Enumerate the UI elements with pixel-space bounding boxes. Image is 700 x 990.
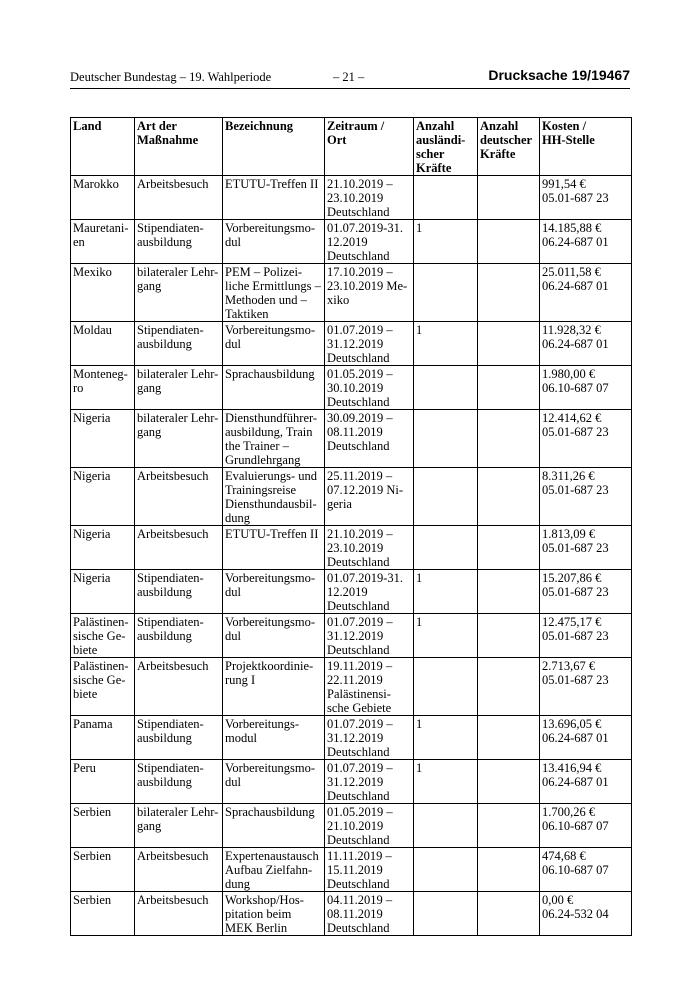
- cell-bezeichnung: Vorbereitungsmo- dul: [223, 220, 325, 264]
- cell-art: bilateraler Lehr- gang: [135, 366, 223, 410]
- cell-zeitraum: 01.07.2019 – 31.12.2019 Deutschland: [325, 716, 414, 760]
- cell-bezeichnung: Vorbereitungsmo- dul: [223, 614, 325, 658]
- cell-art: Stipendiaten- ausbildung: [135, 760, 223, 804]
- cell-zeitraum: 01.07.2019-31. 12.2019 Deutschland: [325, 220, 414, 264]
- cell-anzahl-auslaendisch: 1: [414, 570, 478, 614]
- cell-anzahl-deutsch: [478, 468, 540, 526]
- cell-art: Arbeitsbesuch: [135, 658, 223, 716]
- cell-art: bilateraler Lehr- gang: [135, 264, 223, 322]
- cell-anzahl-deutsch: [478, 892, 540, 936]
- cell-zeitraum: 01.07.2019-31. 12.2019 Deutschland: [325, 570, 414, 614]
- cell-anzahl-deutsch: [478, 264, 540, 322]
- column-header-anzahl-auslaendisch: Anzahl ausländi- scher Kräfte: [414, 118, 478, 176]
- cell-land: Serbien: [71, 848, 135, 892]
- column-header-kosten: Kosten / HH-Stelle: [540, 118, 632, 176]
- cell-zeitraum: 01.05.2019 – 21.10.2019 Deutschland: [325, 804, 414, 848]
- header-page-number: – 21 –: [333, 70, 365, 84]
- table-row: [71, 366, 632, 410]
- table-body: [71, 176, 632, 936]
- table-row: [71, 410, 632, 468]
- cell-art: Arbeitsbesuch: [135, 848, 223, 892]
- column-header-bezeichnung: Bezeichnung: [223, 118, 325, 176]
- cell-art: Arbeitsbesuch: [135, 468, 223, 526]
- cell-anzahl-auslaendisch: 1: [414, 760, 478, 804]
- cell-kosten: 1.700,26 € 06.10-687 07: [540, 804, 632, 848]
- cell-kosten: 15.207,86 € 05.01-687 23: [540, 570, 632, 614]
- cell-zeitraum: 01.07.2019 – 31.12.2019 Deutschland: [325, 322, 414, 366]
- cell-art: bilateraler Lehr- gang: [135, 410, 223, 468]
- cell-bezeichnung: Projektkoordinie- rung I: [223, 658, 325, 716]
- cell-zeitraum: 11.11.2019 – 15.11.2019 Deutschland: [325, 848, 414, 892]
- cell-anzahl-deutsch: [478, 322, 540, 366]
- table-row: [71, 220, 632, 264]
- header-drucksache-number: 19467: [591, 67, 630, 83]
- cell-bezeichnung: Vorbereitungsmo- dul: [223, 760, 325, 804]
- cell-kosten: 14.185,88 € 06.24-687 01: [540, 220, 632, 264]
- table-row: [71, 570, 632, 614]
- measures-table: [70, 117, 632, 936]
- cell-bezeichnung: Expertenaustausch Aufbau Zielfahn- dung: [223, 848, 325, 892]
- cell-anzahl-deutsch: [478, 716, 540, 760]
- cell-bezeichnung: Workshop/Hos- pitation beim MEK Berlin: [223, 892, 325, 936]
- table-row: [71, 322, 632, 366]
- cell-anzahl-deutsch: [478, 614, 540, 658]
- cell-anzahl-auslaendisch: [414, 892, 478, 936]
- cell-kosten: 0,00 € 06.24-532 04: [540, 892, 632, 936]
- cell-anzahl-auslaendisch: [414, 658, 478, 716]
- cell-anzahl-deutsch: [478, 760, 540, 804]
- cell-bezeichnung: Sprachausbildung: [223, 804, 325, 848]
- table-row: [71, 614, 632, 658]
- cell-bezeichnung: ETUTU-Treffen II: [223, 176, 325, 220]
- cell-kosten: 25.011,58 € 06.24-687 01: [540, 264, 632, 322]
- table-row: [71, 658, 632, 716]
- cell-anzahl-auslaendisch: 1: [414, 322, 478, 366]
- cell-kosten: 13.696,05 € 06.24-687 01: [540, 716, 632, 760]
- table-row: [71, 176, 632, 220]
- table-row: [71, 264, 632, 322]
- cell-art: Stipendiaten- ausbildung: [135, 220, 223, 264]
- table-row: [71, 804, 632, 848]
- cell-kosten: 13.416,94 € 06.24-687 01: [540, 760, 632, 804]
- page-header: [70, 67, 630, 89]
- cell-art: Arbeitsbesuch: [135, 526, 223, 570]
- cell-kosten: 1.980,00 € 06.10-687 07: [540, 366, 632, 410]
- cell-kosten: 2.713,67 € 05.01-687 23: [540, 658, 632, 716]
- cell-art: Stipendiaten- ausbildung: [135, 614, 223, 658]
- cell-anzahl-deutsch: [478, 220, 540, 264]
- cell-anzahl-auslaendisch: [414, 176, 478, 220]
- cell-anzahl-deutsch: [478, 176, 540, 220]
- cell-kosten: 12.414,62 € 05.01-687 23: [540, 410, 632, 468]
- cell-anzahl-auslaendisch: 1: [414, 716, 478, 760]
- cell-kosten: 474,68 € 06.10-687 07: [540, 848, 632, 892]
- cell-anzahl-auslaendisch: 1: [414, 220, 478, 264]
- header-drucksache: [488, 67, 630, 83]
- cell-zeitraum: 01.05.2019 – 30.10.2019 Deutschland: [325, 366, 414, 410]
- cell-zeitraum: 04.11.2019 – 08.11.2019 Deutschland: [325, 892, 414, 936]
- cell-art: Stipendiaten- ausbildung: [135, 716, 223, 760]
- cell-land: Palästinen- sische Ge- biete: [71, 658, 135, 716]
- cell-land: Nigeria: [71, 410, 135, 468]
- cell-land: Peru: [71, 760, 135, 804]
- cell-land: Nigeria: [71, 526, 135, 570]
- cell-zeitraum: 30.09.2019 – 08.11.2019 Deutschland: [325, 410, 414, 468]
- cell-kosten: 991,54 € 05.01-687 23: [540, 176, 632, 220]
- cell-land: Serbien: [71, 804, 135, 848]
- cell-bezeichnung: Diensthundführer- ausbildung, Train the Trainer – Grundlehrgang: [223, 410, 325, 468]
- cell-anzahl-deutsch: [478, 410, 540, 468]
- cell-anzahl-deutsch: [478, 658, 540, 716]
- table-row: [71, 468, 632, 526]
- cell-art: bilateraler Lehr- gang: [135, 804, 223, 848]
- cell-anzahl-auslaendisch: [414, 366, 478, 410]
- cell-land: Palästinen- sische Ge- biete: [71, 614, 135, 658]
- cell-zeitraum: 21.10.2019 – 23.10.2019 Deutschland: [325, 526, 414, 570]
- table-row: [71, 716, 632, 760]
- cell-bezeichnung: Vorbereitungs- modul: [223, 716, 325, 760]
- cell-land: Panama: [71, 716, 135, 760]
- table-row: [71, 848, 632, 892]
- column-header-zeitraum: Zeitraum / Ort: [325, 118, 414, 176]
- cell-land: Moldau: [71, 322, 135, 366]
- table-row: [71, 526, 632, 570]
- cell-art: Stipendiaten- ausbildung: [135, 570, 223, 614]
- cell-zeitraum: 01.07.2019 – 31.12.2019 Deutschland: [325, 614, 414, 658]
- column-header-anzahl-deutsch: Anzahl deutscher Kräfte: [478, 118, 540, 176]
- cell-anzahl-auslaendisch: [414, 804, 478, 848]
- cell-bezeichnung: PEM – Polizei- liche Ermittlungs – Methoden und – Taktiken: [223, 264, 325, 322]
- cell-anzahl-auslaendisch: [414, 468, 478, 526]
- cell-zeitraum: 01.07.2019 – 31.12.2019 Deutschland: [325, 760, 414, 804]
- cell-land: Mauretani- en: [71, 220, 135, 264]
- column-header-land: Land: [71, 118, 135, 176]
- cell-bezeichnung: Vorbereitungsmo- dul: [223, 322, 325, 366]
- cell-kosten: 12.475,17 € 05.01-687 23: [540, 614, 632, 658]
- cell-anzahl-deutsch: [478, 804, 540, 848]
- cell-kosten: 1.813,09 € 05.01-687 23: [540, 526, 632, 570]
- cell-zeitraum: 25.11.2019 – 07.12.2019 Ni- geria: [325, 468, 414, 526]
- cell-bezeichnung: Vorbereitungsmo- dul: [223, 570, 325, 614]
- cell-land: Mexiko: [71, 264, 135, 322]
- cell-zeitraum: 19.11.2019 – 22.11.2019 Palästinensi- sche Gebiete: [325, 658, 414, 716]
- table-row: [71, 760, 632, 804]
- cell-anzahl-deutsch: [478, 366, 540, 410]
- cell-kosten: 11.928,32 € 06.24-687 01: [540, 322, 632, 366]
- cell-land: Nigeria: [71, 468, 135, 526]
- cell-land: Marokko: [71, 176, 135, 220]
- cell-bezeichnung: Sprachausbildung: [223, 366, 325, 410]
- cell-land: Nigeria: [71, 570, 135, 614]
- cell-anzahl-deutsch: [478, 526, 540, 570]
- cell-art: Stipendiaten- ausbildung: [135, 322, 223, 366]
- table-header-row: [71, 118, 632, 176]
- cell-anzahl-auslaendisch: [414, 410, 478, 468]
- header-drucksache-label: Drucksache 19/: [488, 67, 592, 83]
- cell-anzahl-auslaendisch: [414, 264, 478, 322]
- cell-zeitraum: 17.10.2019 – 23.10.2019 Me- xiko: [325, 264, 414, 322]
- table-row: [71, 892, 632, 936]
- cell-anzahl-auslaendisch: 1: [414, 614, 478, 658]
- cell-anzahl-deutsch: [478, 570, 540, 614]
- cell-zeitraum: 21.10.2019 – 23.10.2019 Deutschland: [325, 176, 414, 220]
- cell-bezeichnung: ETUTU-Treffen II: [223, 526, 325, 570]
- cell-art: Arbeitsbesuch: [135, 176, 223, 220]
- cell-bezeichnung: Evaluierungs- und Trainingsreise Diensthundausbil- dung: [223, 468, 325, 526]
- cell-art: Arbeitsbesuch: [135, 892, 223, 936]
- header-publication: Deutscher Bundestag – 19. Wahlperiode: [70, 70, 272, 84]
- cell-land: Monteneg- ro: [71, 366, 135, 410]
- cell-anzahl-auslaendisch: [414, 526, 478, 570]
- cell-anzahl-auslaendisch: [414, 848, 478, 892]
- column-header-art: Art der Maßnahme: [135, 118, 223, 176]
- cell-anzahl-deutsch: [478, 848, 540, 892]
- cell-land: Serbien: [71, 892, 135, 936]
- cell-kosten: 8.311,26 € 05.01-687 23: [540, 468, 632, 526]
